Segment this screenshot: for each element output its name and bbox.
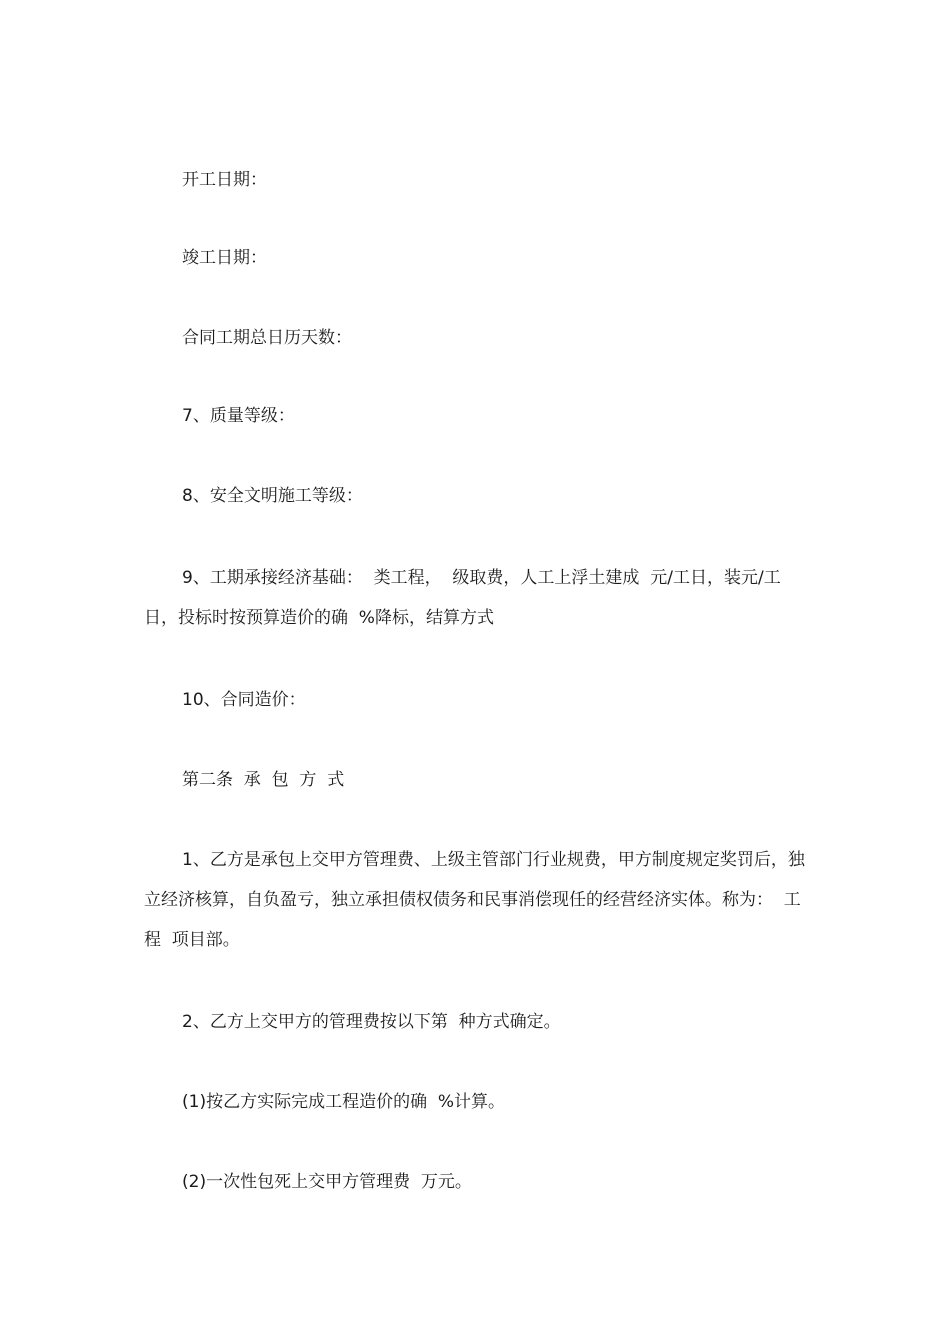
completion-date-line: 竣工日期： (182, 248, 267, 268)
safety-grade-line: 8、安全文明施工等级： (182, 486, 363, 506)
economic-basis-paragraph: 9、工期承接经济基础： 类工程， 级取费，人工上浮土建成 元/工日，装元/工日，投标时按预算造价的确 %降标，结算方式 (144, 568, 781, 628)
clause-2-paragraph: 2、乙方上交甲方的管理费按以下第 种方式确定。 (182, 1012, 561, 1032)
contract-price-line: 10、合同造价： (182, 690, 306, 710)
quality-grade-line: 7、质量等级： (182, 406, 295, 426)
start-date-line: 开工日期： (182, 170, 267, 190)
clause-1-paragraph: 1、乙方是承包上交甲方管理费、上级主管部门行业规费，甲方制度规定奖罚后，独立经济核算，自负盈亏，独立承担债权债务和民事消偿现任的经营经济实体。称为： 工程 项目部。 (144, 850, 805, 950)
section-heading-contract-method: 第二条 承 包 方 式 (182, 770, 345, 790)
total-duration-line: 合同工期总日历天数： (182, 328, 352, 348)
option-1-line: (1)按乙方实际完成工程造价的确 %计算。 (182, 1092, 506, 1112)
option-2-line: (2)一次性包死上交甲方管理费 万元。 (182, 1172, 472, 1192)
